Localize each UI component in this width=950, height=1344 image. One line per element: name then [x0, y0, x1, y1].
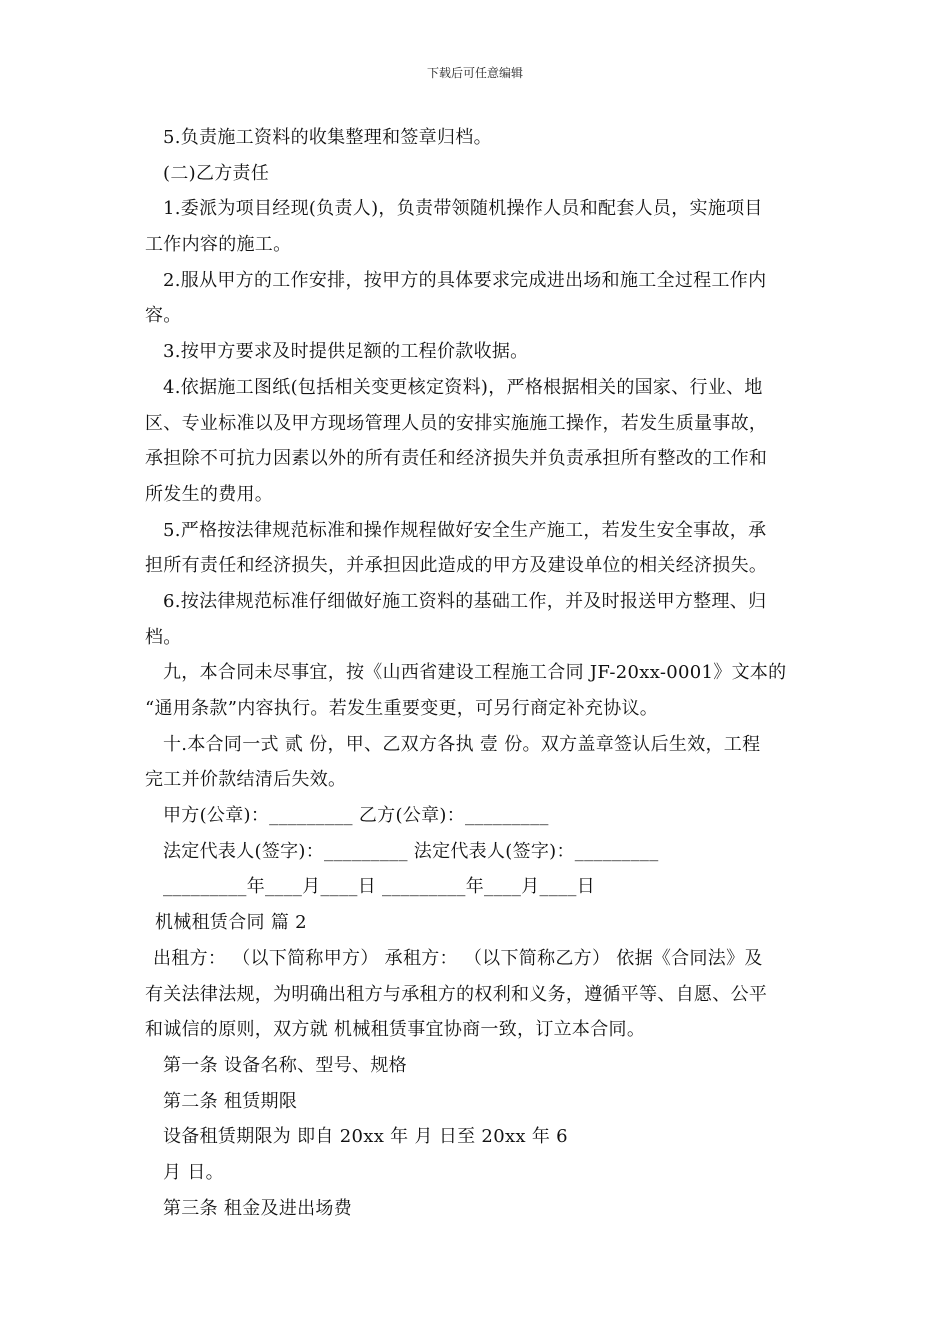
paragraph-line: 有关法律法规，为明确出租方与承租方的权利和义务，遵循平等、自愿、公平 [145, 983, 768, 1005]
section-heading: (二)乙方责任 [163, 162, 270, 184]
paragraph-line: 设备租赁期限为 即自 20xx 年 月 日至 20xx 年 6 [163, 1126, 568, 1148]
paragraph-line: 档。 [145, 626, 182, 648]
article-heading: 第三条 租金及进出场费 [163, 1197, 353, 1219]
page-header-note: 下载后可任意编辑 [426, 66, 523, 80]
paragraph-line: 4.依据施工图纸(包括相关变更核定资料)，严格根据相关的国家、行业、地 [163, 376, 763, 398]
paragraph-line: 5.严格按法律规范标准和操作规程做好安全生产施工，若发生安全事故，承 [163, 519, 767, 541]
signature-line-date: _________年____月____日 _________年____月____日 [163, 876, 596, 898]
paragraph-line: 九，本合同未尽事宜，按《山西省建设工程施工合同 JF-20xx-0001》文本的 [163, 662, 787, 684]
paragraph-line: 2.服从甲方的工作安排，按甲方的具体要求完成进出场和施工全过程工作内 [163, 269, 767, 291]
paragraph-line: 1.委派为项目经现(负责人)，负责带领随机操作人员和配套人员，实施项目 [163, 198, 763, 220]
paragraph-line: 所发生的费用。 [145, 483, 274, 505]
paragraph-line: “通用条款”内容执行。若发生重要变更，可另行商定补充协议。 [145, 698, 659, 719]
paragraph-line: 月 日。 [163, 1161, 224, 1183]
paragraph-line: 容。 [145, 305, 182, 327]
paragraph-line: 完工并价款结清后失效。 [145, 769, 347, 791]
paragraph-line: 5.负责施工资料的收集整理和签章归档。 [163, 127, 492, 148]
signature-line-seal: 甲方(公章)：_________ 乙方(公章)：_________ [163, 805, 549, 827]
document-body [145, 120, 807, 1226]
paragraph-line: 担所有责任和经济损失，并承担因此造成的甲方及建设单位的相关经济损失。 [145, 555, 768, 577]
paragraph-line: 和诚信的原则，双方就 机械租赁事宜协商一致，订立本合同。 [145, 1019, 646, 1041]
paragraph-line: 承担除不可抗力因素以外的所有责任和经济损失并负责承担所有整改的工作和 [145, 448, 768, 470]
paragraph-line: 6.按法律规范标准仔细做好施工资料的基础工作，并及时报送甲方整理、归 [163, 590, 767, 612]
contract-title: 机械租赁合同 篇 2 [155, 912, 307, 934]
paragraph-line: 3.按甲方要求及时提供足额的工程价款收据。 [163, 341, 529, 363]
paragraph-line: 工作内容的施工。 [145, 234, 292, 256]
article-heading: 第二条 租赁期限 [163, 1090, 298, 1112]
paragraph-line: 区、专业标准以及甲方现场管理人员的安排实施施工操作，若发生质量事故， [145, 412, 768, 434]
paragraph-line: 十.本合同一式 贰 份，甲、乙双方各执 壹 份。双方盖章签认后生效，工程 [163, 733, 761, 755]
article-heading: 第一条 设备名称、型号、规格 [163, 1054, 407, 1076]
signature-line-representative: 法定代表人(签字)：_________ 法定代表人(签字)：_________ [163, 840, 659, 862]
paragraph-line: 出租方： （以下简称甲方） 承租方： （以下简称乙方） 依据《合同法》及 [153, 947, 763, 969]
